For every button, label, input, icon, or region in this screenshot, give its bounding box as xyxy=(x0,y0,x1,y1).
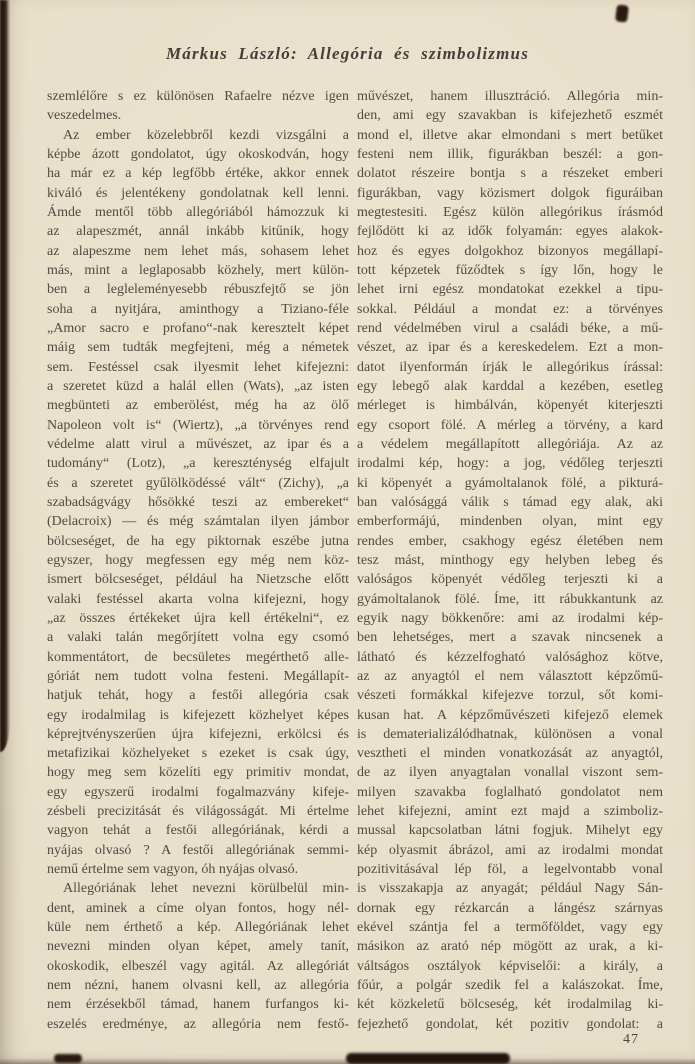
text-line: kommentátort, de becsületes megérthető alle- xyxy=(47,649,349,665)
text-line: szemlélőre s ez különösen Rafaelre nézve igen xyxy=(47,89,349,104)
text-column-left xyxy=(47,87,349,1034)
text-line: vészet, az ipar és a kereskedelem. Ezt a mon- xyxy=(357,340,663,356)
text-line: képbe ázott gondolatot, úgy okoskodván, hogy xyxy=(47,146,349,162)
text-line: Az ember közelebbről kezdi vizsgálni a xyxy=(63,127,349,143)
text-line: den, ami egy szavakban is kifejezhető eszmét xyxy=(357,108,663,124)
text-line: másikon az arató nép mögött az urak, a ki- xyxy=(357,939,663,955)
text-line: bölcseséget, de ha egy piktornak eszébe jutna xyxy=(47,533,349,549)
text-line: hogy meg sem közelíti egy primitiv mondat, xyxy=(47,765,349,781)
text-line: tesz mást, minthogy egy helyben lebeg és xyxy=(357,552,663,568)
text-line: megbünteti az emberölést, még ha az ölő xyxy=(47,398,349,414)
text-line: hoz és egyes dolgokhoz bizonyos megállapí- xyxy=(357,243,663,259)
text-line: ki köpenyét a gyámoltalanok fölé, a pikturá- xyxy=(357,475,663,491)
text-line: hatjuk tehát, hogy a festői allegória csak xyxy=(47,688,349,704)
text-line: Napoleon volt is“ (Wiertz), „a törvényes rend xyxy=(47,417,349,433)
text-line: „az összes értékeket újra kell értékelni“, ez xyxy=(47,610,349,626)
text-line: mond el, illetve akar elmondani s mert betűket xyxy=(357,127,663,143)
text-line: egyik nagy bökkenőre: ami az irodalmi kép- xyxy=(357,610,663,626)
text-line: Allegóriának lehet nevezni körülbelül min- xyxy=(63,881,349,897)
text-line: ban valósággá válik s támad egy alak, aki xyxy=(357,494,663,510)
text-line: eszelés eredménye, az allegória nem festő- xyxy=(47,1016,349,1032)
text-line: látható és kézzelfogható valósághoz kötve, xyxy=(357,649,663,665)
text-line: dolatot részeire bontja s a részeket emberi xyxy=(357,166,663,182)
text-line: védelme alatt virul a művészet, az ipar és a xyxy=(47,436,349,452)
text-line: a szeretet küzd a halál ellen (Wats), „az isten xyxy=(47,378,349,394)
text-line: lehet irni egész mondatokat ezekkel a tipu- xyxy=(357,282,663,298)
text-line: sokkal. Például a mondat ez: a törvényes xyxy=(357,301,663,317)
text-line: egyszer, hogy megfessen egy még nem köz- xyxy=(47,552,349,568)
text-line: ha már ez a kép legfőbb értéke, akkor ennek xyxy=(47,166,349,182)
text-line: egy irodalmilag is kifejezett közhelyet képes xyxy=(47,707,349,723)
text-line: főúr, a polgár szedik fel a kalászokat. Íme, xyxy=(357,978,663,994)
text-line: egy lebegő alak karddal a kezében, esetleg xyxy=(357,378,663,394)
running-header: Márkus László: Allegória és szimbolizmus xyxy=(165,44,530,63)
text-line: szabadságvágy hősökké teszi az embereket“ xyxy=(47,494,349,510)
text-line: nemű értelme sem vagyon, óh nyájas olvasó. xyxy=(47,862,299,878)
text-line: a védelem megállapított allegóriája. Az az xyxy=(357,436,663,452)
text-line: ismert bölcseséget, például ha Nietzsche előtt xyxy=(47,572,349,588)
text-line: vészeti formákkal kifejezve torzul, sőt komi- xyxy=(357,688,663,704)
text-line: a valaki talán megőrjített volna egy csomó xyxy=(47,630,349,646)
text-line: tudomány“ (Lotz), „a kereszténység elfajult xyxy=(47,456,349,472)
text-line: vagyon tehát a festői allegóriának, kérdi a xyxy=(47,823,349,839)
text-line: is dematerializálódhatnak, különösen a vonal xyxy=(357,726,663,742)
text-line: metafizikai közhelyeket s ezeket is csak úgy, xyxy=(47,746,349,762)
text-line: és a szeretet gyűlölködéssé vált“ (Zichy), „a xyxy=(47,475,349,491)
text-line: milyen szavakba foglalható gondolatot nem xyxy=(357,784,663,800)
text-column-right xyxy=(357,87,663,1034)
text-line: ekével szántja fel a termőföldet, vagy egy xyxy=(357,920,663,936)
text-line: ben lehetséges, mert a szavak nincsenek a xyxy=(357,630,663,646)
text-line: nem érzésekből támad, hanem furfangos ki- xyxy=(47,997,349,1013)
scan-artifact-left-edge xyxy=(0,0,10,752)
text-line: (Delacroix) — és még számtalan ilyen jámbor xyxy=(47,514,349,530)
text-line: valaki festéssel akarta volna kifejezni, hogy xyxy=(47,591,349,607)
text-line: lehet kifejezni, amint ezt majd a szimboliz- xyxy=(357,804,663,820)
text-line: góriát nem tudott volna festeni. Megállapít- xyxy=(47,668,349,684)
text-line: veszedelmes. xyxy=(47,108,122,124)
text-line: nyájas olvasó ? A festői allegóriának semmi- xyxy=(47,842,349,858)
text-line: nevezni minden olyan képet, amely tanít, xyxy=(47,939,349,955)
page-number: 47 xyxy=(623,1032,639,1047)
text-line: vesztheti el minden vonatkozását az anyagtól, xyxy=(357,746,663,762)
text-line: egy egyszerű irodalmi fogalmazvány kifeje- xyxy=(47,784,349,800)
text-line: az az anyagtól el nem választott képzőmű- xyxy=(357,668,663,684)
text-line: sem. Festéssel csak ilyesmit lehet kifejezni: xyxy=(47,359,349,375)
text-line: ben a legleleményesebb rébuszfejtő se jön xyxy=(47,282,349,298)
text-line: pozitivitásával lép föl, a legelvontabb vonal xyxy=(357,862,663,878)
text-line: festeni nem illik, figurákban beszél: a gon- xyxy=(357,146,663,162)
text-line: az alapeszmét, annál inkább kitűnik, hogy xyxy=(47,224,349,240)
text-line: művészet, hanem illusztráció. Allegória min- xyxy=(357,89,663,104)
text-line: irodalmi kép, hogy: a jog, védőleg terjeszti xyxy=(357,456,663,472)
text-line: fejezhető gondolat, két pozitiv gondolat: a xyxy=(357,1016,663,1032)
text-line: rendes ember, csakhogy egész életében nem xyxy=(357,533,663,549)
text-line: datot ilyenformán írják le allegórikus írással: xyxy=(357,359,663,375)
text-line: az alapeszme nem lehet más, sohasem lehet xyxy=(47,243,349,259)
text-line: más, mint a leglaposabb közhely, mert külön- xyxy=(47,262,349,278)
text-line: gyámoltalanok fölé. Íme, itt rábukkantunk az xyxy=(357,591,663,607)
text-line: fejlődött ki az idők folyamán: egyes alakok- xyxy=(357,224,663,240)
text-line: valóságos köpenyét védőleg terjeszti ki a xyxy=(357,572,663,588)
text-line: nem nézni, hanem olvasni kell, az allegória xyxy=(47,978,349,994)
text-line: is visszakapja az anyagát; például Nagy Sán- xyxy=(357,881,663,897)
text-line: zésbeli precizitását és világosságát. Mi értelme xyxy=(47,804,349,820)
text-line: emberformájú, mindenben olyan, mint egy xyxy=(357,514,663,530)
text-line: mérleget is himbálván, köpenyét kiterjeszti xyxy=(357,398,663,414)
text-line: váltságos osztályok képviselői: a király, a xyxy=(357,958,663,974)
text-line: mussal kapcsolatban látni fogjuk. Mihelyt egy xyxy=(357,823,663,839)
scan-artifact-top-right xyxy=(615,4,629,22)
text-line: képrejtvényszerűen újra kifejezni, erkölcsi és xyxy=(47,726,349,742)
text-line: kusan hat. A képzőművészeti kifejező elemek xyxy=(357,707,663,723)
text-line: rend védelmében virul a családi béke, a mű- xyxy=(357,320,663,336)
text-line: figurákban, vagy közismert dolgok figuráiban xyxy=(357,185,663,201)
text-line: „Amor sacro e profano“-nak keresztelt képet xyxy=(47,320,349,336)
scan-artifact-bottom-edge xyxy=(0,1058,695,1064)
text-line: dornak egy rézkarcán a lángész szárnyas xyxy=(357,900,663,916)
text-line: tott képzetek fűződtek s így lőn, hogy le xyxy=(357,262,663,278)
text-line: soha a nyitjára, aminthogy a Tiziano-féle xyxy=(47,301,349,317)
text-line: Ámde mentől több allegóriából hámozzuk ki xyxy=(47,204,349,220)
text-line: okoskodik, elbeszél vagy agitál. Az allegóriát xyxy=(47,958,349,974)
text-line: de az ilyen anyagtalan vonallal viszont sem- xyxy=(357,765,663,781)
text-line: dent, aminek a címe olyan fontos, hogy nél- xyxy=(47,900,349,916)
text-line: kiváló és jelentékeny gondolatnak kell lenni. xyxy=(47,185,349,201)
text-line: két közkeletű bölcseség, két irodalmilag ki- xyxy=(357,997,663,1013)
text-line: egy csoport fölé. A mérleg a törvény, a kard xyxy=(357,417,663,433)
text-line: megtestesiti. Egész külön allegórikus írásmód xyxy=(357,204,663,220)
text-line: kép olyasmit ábrázol, ami az irodalmi mondat xyxy=(357,842,663,858)
text-line: máig sem tudták megfejteni, még a németek xyxy=(47,340,349,356)
text-line: küle nem érthető a kép. Allegóriának lehet xyxy=(47,920,349,936)
